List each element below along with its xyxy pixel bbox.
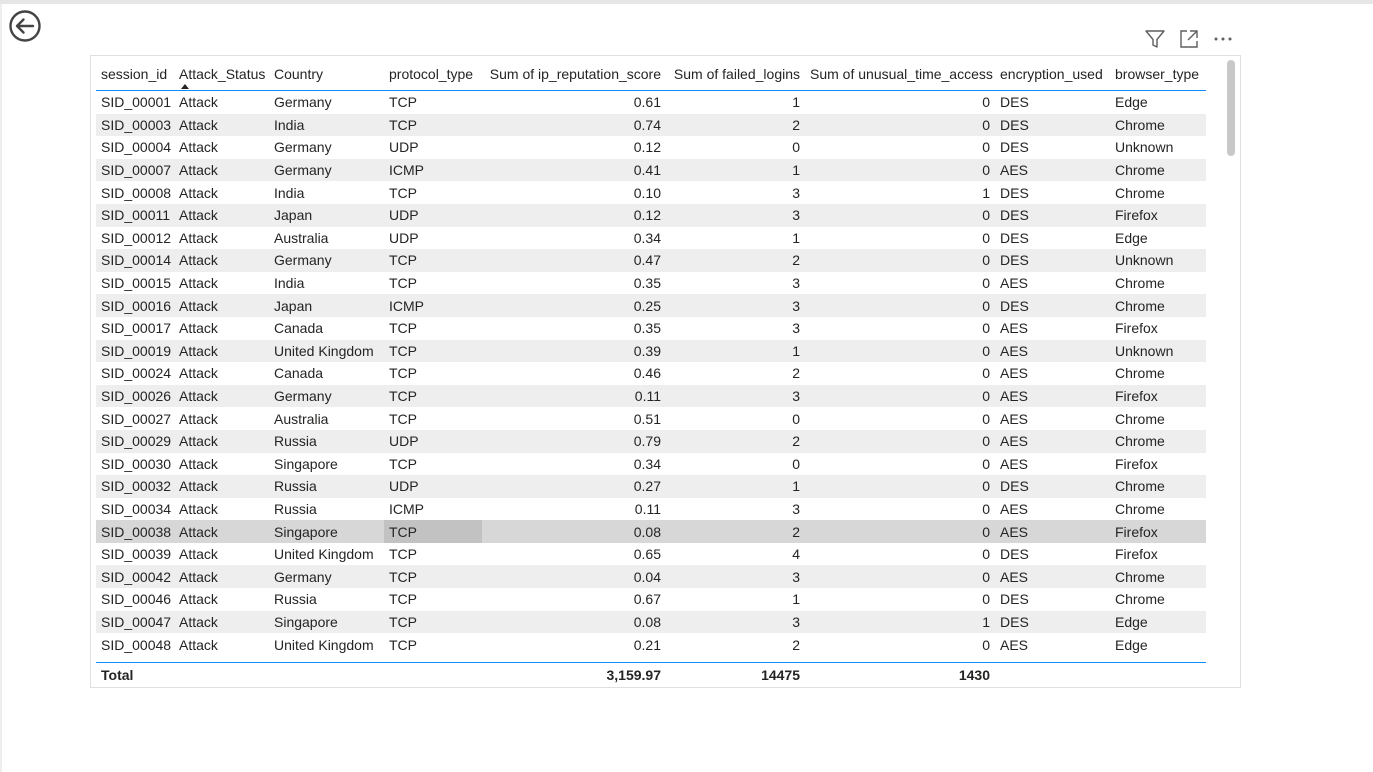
back-arrow-circle-icon[interactable] — [8, 9, 42, 43]
table-cell: Canada — [274, 365, 324, 382]
table-cell: TCP — [389, 546, 417, 563]
table-cell: 0.79 — [482, 430, 666, 453]
table-cell: TCP — [389, 410, 417, 427]
table-cell: 0.08 — [482, 520, 666, 543]
table-cell: 0 — [982, 591, 990, 608]
table-cell: 0.34 — [633, 455, 661, 472]
table-cell: TCP — [389, 455, 417, 472]
table-cell: Attack — [179, 410, 218, 427]
table-cell: Singapore — [269, 520, 384, 543]
table-cell: 0 — [805, 565, 995, 588]
table-cell: Germany — [269, 159, 384, 182]
table-cell: DES — [1000, 591, 1029, 608]
table-cell: 0 — [805, 475, 995, 498]
total-ip-reputation-score: 3,159.97 — [606, 667, 661, 683]
table-cell: Edge — [1115, 229, 1148, 246]
data-table — [96, 58, 1206, 686]
table-cell: AES — [1000, 455, 1029, 472]
table-cell: 0 — [982, 410, 990, 427]
sort-ascending-icon — [181, 84, 189, 89]
table-cell: DES — [995, 204, 1110, 227]
table-cell: Japan — [269, 294, 384, 317]
table-cell: DES — [995, 249, 1110, 272]
table-cell: AES — [995, 430, 1110, 453]
table-cell: 0 — [982, 546, 990, 563]
table-cell: TCP — [384, 249, 482, 272]
filter-icon[interactable] — [1144, 28, 1166, 50]
table-cell: AES — [1000, 500, 1029, 517]
table-cell: Germany — [274, 94, 332, 111]
header-row — [96, 58, 1206, 91]
table-cell: 3 — [666, 611, 805, 634]
table-cell: 0 — [982, 229, 990, 246]
table-cell: 3 — [666, 294, 805, 317]
table-cell: 1 — [805, 611, 995, 634]
table-cell: 2 — [792, 636, 800, 653]
table-cell: TCP — [389, 591, 417, 608]
table-cell: 1 — [982, 184, 990, 201]
table-cell: 0.08 — [482, 611, 666, 634]
table-cell: 0 — [805, 114, 995, 137]
table-cell: TCP — [389, 320, 417, 337]
table-cell: 0 — [792, 455, 800, 472]
table-cell: Attack — [179, 546, 218, 563]
table-cell: 0 — [805, 204, 995, 227]
table-cell: DES — [995, 611, 1110, 634]
table-cell: Edge — [1115, 94, 1148, 111]
table-cell: 0.39 — [482, 340, 666, 363]
table-cell: Attack — [174, 159, 269, 182]
table-cell: 1 — [792, 591, 800, 608]
table-cell: 0 — [982, 636, 990, 653]
table-cell: Singapore — [269, 611, 384, 634]
table-cell: Chrome — [1115, 184, 1165, 201]
table-cell: Russia — [274, 591, 317, 608]
table-cell: DES — [1000, 546, 1029, 563]
table-row[interactable] — [96, 249, 1206, 272]
table-cell: Attack — [179, 365, 218, 382]
table-cell: SID_00015 — [101, 275, 172, 292]
table-cell: UDP — [384, 430, 482, 453]
table-cell: 0.35 — [633, 275, 661, 292]
table-row[interactable] — [96, 317, 1206, 340]
table-cell: Attack — [179, 500, 218, 517]
table-cell: AES — [1000, 320, 1029, 337]
table-row[interactable] — [96, 294, 1206, 317]
table-cell: Germany — [269, 565, 384, 588]
table-cell: United Kingdom — [274, 546, 374, 563]
table-cell: 0 — [982, 455, 990, 472]
table-cell: SID_00042 — [96, 565, 174, 588]
table-cell: 2 — [666, 249, 805, 272]
table-cell: Unknown — [1115, 139, 1174, 156]
table-cell: 3 — [792, 275, 800, 292]
table-cell: 0 — [982, 275, 990, 292]
table-row[interactable] — [96, 340, 1206, 363]
table-cell: Germany — [269, 249, 384, 272]
table-cell: India — [274, 275, 305, 292]
table-cell: Chrome — [1115, 500, 1165, 517]
table-cell: Firefox — [1110, 204, 1206, 227]
table-cell: 0 — [805, 385, 995, 408]
table-cell: 1 — [666, 340, 805, 363]
table-cell: 0.51 — [633, 410, 661, 427]
table-cell: Chrome — [1110, 430, 1206, 453]
table-cell: Attack — [179, 94, 218, 111]
table-cell: 0.74 — [482, 114, 666, 137]
table-cell: 2 — [666, 520, 805, 543]
table-cell: Chrome — [1115, 365, 1165, 382]
column-header-sum-of-unusual-time-access[interactable]: Sum of unusual_time_access — [805, 58, 995, 91]
table-cell: 2 — [666, 430, 805, 453]
table-cell: 3 — [666, 204, 805, 227]
table-cell: TCP — [389, 94, 417, 111]
table-cell: TCP — [384, 340, 482, 363]
table-cell: Firefox — [1110, 520, 1206, 543]
table-cell: Attack — [174, 114, 269, 137]
table-cell: UDP — [389, 229, 419, 246]
table-cell: SID_00008 — [101, 184, 172, 201]
table-cell: Attack — [179, 275, 218, 292]
table-cell: 0 — [982, 365, 990, 382]
table-cell: 0.12 — [633, 139, 661, 156]
table-cell: Chrome — [1110, 114, 1206, 137]
table-cell: Australia — [274, 410, 329, 427]
table-cell: Canada — [274, 320, 324, 337]
table-cell: ICMP — [384, 159, 482, 182]
table-row[interactable] — [96, 385, 1206, 408]
table-cell: 0.41 — [482, 159, 666, 182]
table-cell: SID_00027 — [101, 410, 172, 427]
table-cell: Germany — [274, 139, 332, 156]
table-cell: TCP — [389, 184, 417, 201]
table-cell: ICMP — [389, 500, 424, 517]
table-cell: TCP — [384, 565, 482, 588]
table-cell: India — [269, 114, 384, 137]
table-cell: India — [274, 184, 305, 201]
table-cell: 0 — [982, 139, 990, 156]
table-cell: Unknown — [1110, 249, 1206, 272]
table-cell: SID_00014 — [96, 249, 174, 272]
table-cell: SID_00026 — [96, 385, 174, 408]
table-cell: 3 — [792, 500, 800, 517]
table-row[interactable] — [96, 520, 1206, 543]
table-cell: 0 — [792, 139, 800, 156]
table-cell: 2 — [666, 114, 805, 137]
table-cell: DES — [1000, 139, 1029, 156]
table-cell: 4 — [792, 546, 800, 563]
table-cell: 0.61 — [633, 94, 661, 111]
table-cell: 0.21 — [633, 636, 661, 653]
table-cell: AES — [1000, 365, 1029, 382]
table-row[interactable] — [96, 91, 1206, 114]
total-label: Total — [101, 667, 134, 683]
table-row[interactable] — [96, 453, 1206, 476]
table-cell: AES — [1000, 636, 1029, 653]
table-cell: Attack — [179, 229, 218, 246]
table-row[interactable] — [96, 159, 1206, 182]
table-cell: Firefox — [1110, 385, 1206, 408]
table-row[interactable] — [96, 633, 1206, 656]
table-cell: 0.10 — [633, 184, 661, 201]
table-cell: ICMP — [384, 294, 482, 317]
table-cell: TCP — [384, 520, 482, 543]
table-cell: Firefox — [1115, 455, 1158, 472]
table-cell: Attack — [174, 340, 269, 363]
table-cell: 1 — [792, 94, 800, 111]
column-header-country[interactable]: Country — [269, 58, 384, 91]
table-cell: SID_00030 — [101, 455, 172, 472]
table-cell: AES — [995, 385, 1110, 408]
table-cell: SID_00017 — [101, 320, 172, 337]
table-cell: Germany — [269, 385, 384, 408]
table-row[interactable] — [96, 362, 1206, 385]
table-cell: Chrome — [1110, 294, 1206, 317]
table-row[interactable] — [96, 272, 1206, 295]
table-row[interactable] — [96, 181, 1206, 204]
table-cell: SID_00029 — [96, 430, 174, 453]
table-cell: United Kingdom — [269, 340, 384, 363]
total-row — [96, 662, 1206, 689]
table-cell: SID_00016 — [96, 294, 174, 317]
table-cell: 3 — [666, 385, 805, 408]
table-cell: DES — [1000, 184, 1029, 201]
table-cell: Russia — [274, 500, 317, 517]
table-cell: Attack — [174, 565, 269, 588]
table-cell: Attack — [179, 139, 218, 156]
table-cell: SID_00034 — [101, 500, 172, 517]
table-cell: 1 — [792, 229, 800, 246]
table-cell: 0 — [805, 294, 995, 317]
table-cell: 0.11 — [482, 385, 666, 408]
table-cell: DES — [995, 475, 1110, 498]
table-cell: Unknown — [1110, 340, 1206, 363]
table-cell: 3 — [792, 184, 800, 201]
table-cell: Attack — [174, 430, 269, 453]
table-cell: 0 — [982, 500, 990, 517]
table-cell: Chrome — [1110, 565, 1206, 588]
table-cell: 0 — [805, 249, 995, 272]
table-row[interactable] — [96, 227, 1206, 250]
table-cell: Edge — [1110, 611, 1206, 634]
table-cell: 2 — [792, 365, 800, 382]
table-cell: Chrome — [1110, 159, 1206, 182]
table-cell: 0.25 — [482, 294, 666, 317]
table-cell: 0.46 — [633, 365, 661, 382]
table-cell: TCP — [384, 114, 482, 137]
table-cell: Australia — [274, 229, 329, 246]
table-cell: Attack — [174, 611, 269, 634]
table-cell: SID_00048 — [101, 636, 172, 653]
table-cell: Chrome — [1115, 591, 1165, 608]
table-cell: Russia — [269, 475, 384, 498]
table-cell: Chrome — [1115, 275, 1165, 292]
table-row[interactable] — [96, 204, 1206, 227]
table-cell: SID_00039 — [101, 546, 172, 563]
column-header-browser-type[interactable]: browser_type — [1110, 58, 1206, 91]
table-cell: SID_00004 — [101, 139, 172, 156]
visual-header — [1144, 28, 1234, 52]
table-cell: 1 — [666, 475, 805, 498]
table-row[interactable] — [96, 136, 1206, 159]
table-cell: AES — [1000, 275, 1029, 292]
table-cell: Attack — [174, 294, 269, 317]
table-cell: Russia — [269, 430, 384, 453]
table-cell: SID_00032 — [96, 475, 174, 498]
table-cell: 1 — [666, 159, 805, 182]
table-cell: Japan — [269, 204, 384, 227]
table-cell: UDP — [384, 204, 482, 227]
table-cell: 0 — [805, 430, 995, 453]
table-cell: 0.65 — [633, 546, 661, 563]
table-cell: 0 — [982, 94, 990, 111]
table-cell: 0.67 — [633, 591, 661, 608]
table-cell: 0.12 — [482, 204, 666, 227]
table-cell: 0.47 — [482, 249, 666, 272]
table-cell: TCP — [389, 365, 417, 382]
table-row[interactable] — [96, 611, 1206, 634]
table-cell: AES — [995, 520, 1110, 543]
table-cell: Attack — [174, 204, 269, 227]
table-row[interactable] — [96, 498, 1206, 521]
table-cell: DES — [995, 114, 1110, 137]
table-cell: 0 — [982, 320, 990, 337]
table-row[interactable] — [96, 565, 1206, 588]
table-cell: UDP — [389, 139, 419, 156]
table-row[interactable] — [96, 430, 1206, 453]
table-cell: TCP — [389, 275, 417, 292]
table-cell: Attack — [174, 475, 269, 498]
table-cell: 0 — [792, 410, 800, 427]
table-cell: SID_00038 — [96, 520, 174, 543]
vertical-scrollbar[interactable] — [1227, 60, 1235, 156]
table-cell: SID_00046 — [101, 591, 172, 608]
table-cell: DES — [1000, 229, 1029, 246]
top-strip — [0, 0, 1373, 4]
table-row[interactable] — [96, 543, 1206, 566]
table-cell: Attack — [174, 249, 269, 272]
table-cell: SID_00047 — [96, 611, 174, 634]
table-cell: SID_00003 — [96, 114, 174, 137]
table-cell: 0.27 — [482, 475, 666, 498]
table-cell: DES — [1000, 94, 1029, 111]
column-header-encryption-used[interactable]: encryption_used — [995, 58, 1110, 91]
table-cell: Edge — [1115, 636, 1148, 653]
focus-mode-icon[interactable] — [1178, 28, 1200, 50]
table-cell: Attack — [179, 184, 218, 201]
table-cell: TCP — [384, 385, 482, 408]
table-cell: Firefox — [1115, 546, 1158, 563]
table-cell: AES — [995, 340, 1110, 363]
table-row[interactable] — [96, 588, 1206, 611]
table-cell: Chrome — [1115, 410, 1165, 427]
table-cell: Attack — [179, 636, 218, 653]
table-cell: 3 — [792, 320, 800, 337]
left-edge — [0, 4, 2, 772]
table-cell: 0.34 — [633, 229, 661, 246]
table-cell: United Kingdom — [274, 636, 374, 653]
table-cell: Firefox — [1115, 320, 1158, 337]
table-cell: 0 — [805, 520, 995, 543]
table-cell: SID_00024 — [101, 365, 172, 382]
table-cell: TCP — [389, 636, 417, 653]
column-header-sum-of-failed-logins[interactable]: Sum of failed_logins — [666, 58, 805, 91]
table-cell: Chrome — [1110, 475, 1206, 498]
table-cell: SID_00011 — [96, 204, 174, 227]
table-cell: AES — [995, 159, 1110, 182]
table-cell: 0 — [805, 159, 995, 182]
table-cell: Singapore — [274, 455, 338, 472]
table-cell: Attack — [179, 455, 218, 472]
table-row[interactable] — [96, 407, 1206, 430]
table-cell: UDP — [384, 475, 482, 498]
table-cell: 0.11 — [634, 500, 661, 517]
table-cell: 0 — [805, 340, 995, 363]
table-cell: 0.35 — [633, 320, 661, 337]
table-cell: 3 — [666, 565, 805, 588]
table-cell: DES — [995, 294, 1110, 317]
table-cell: Attack — [174, 385, 269, 408]
table-cell: SID_00019 — [96, 340, 174, 363]
column-header-session-id[interactable]: session_id — [96, 58, 174, 91]
table-cell: TCP — [384, 611, 482, 634]
table-cell: AES — [1000, 410, 1029, 427]
column-header-sum-of-ip-reputation-score[interactable]: Sum of ip_reputation_score — [482, 58, 666, 91]
column-header-attack-status[interactable]: Attack_Status — [174, 58, 269, 91]
column-header-protocol-type[interactable]: protocol_type — [384, 58, 482, 91]
table-cell: Attack — [179, 591, 218, 608]
table-cell: AES — [995, 565, 1110, 588]
table-cell: Attack — [174, 520, 269, 543]
total-failed-logins: 14475 — [761, 667, 800, 683]
table-row[interactable] — [96, 475, 1206, 498]
more-options-icon[interactable] — [1212, 28, 1234, 50]
table-row[interactable] — [96, 114, 1206, 137]
table-cell: Attack — [179, 320, 218, 337]
table-cell: SID_00007 — [96, 159, 174, 182]
table-cell: 0.04 — [482, 565, 666, 588]
total-unusual-time-access: 1430 — [958, 667, 990, 683]
table-cell: SID_00012 — [101, 229, 172, 246]
table-cell: SID_00001 — [101, 94, 172, 111]
